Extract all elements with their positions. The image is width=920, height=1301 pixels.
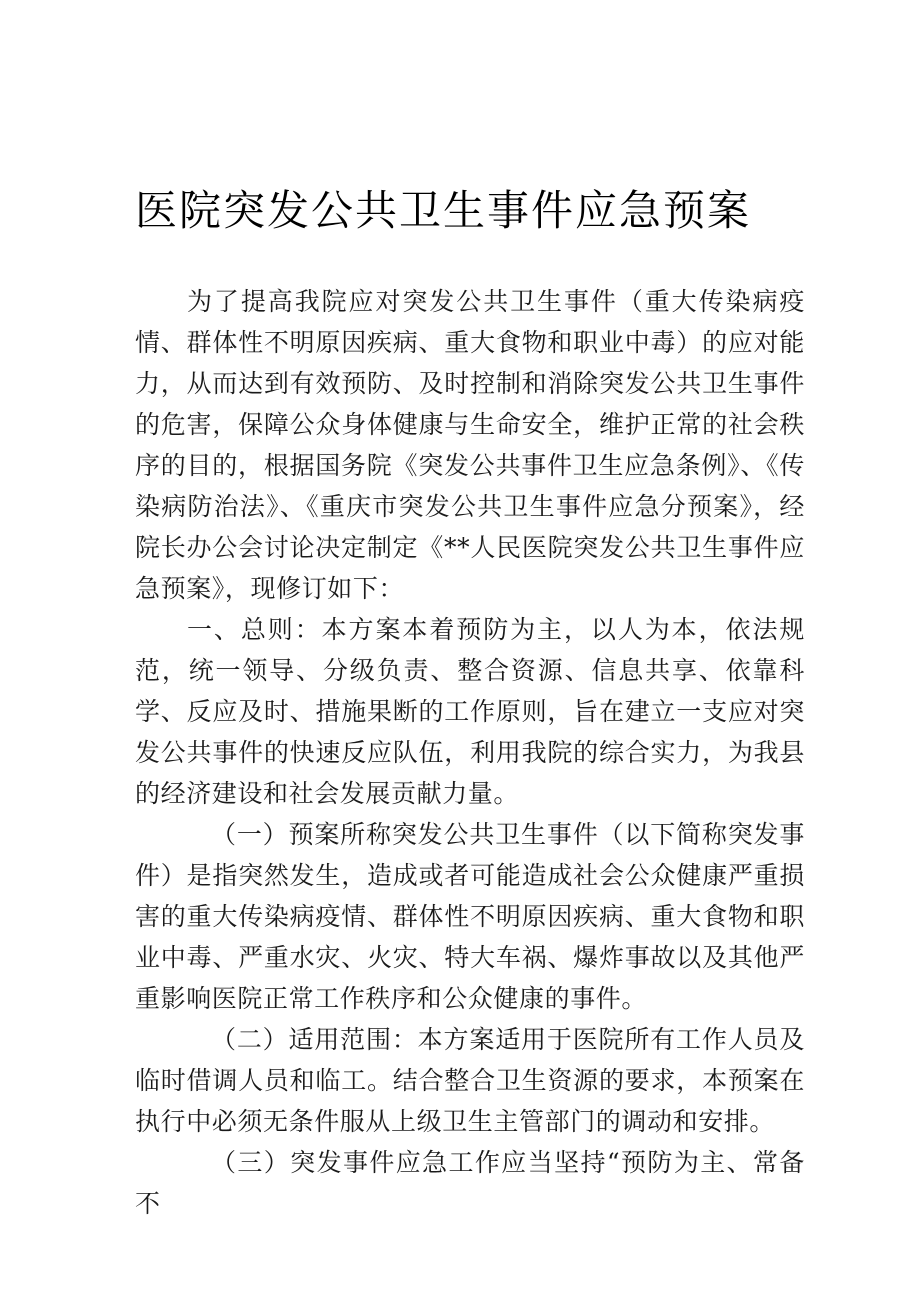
- document-title: 医院突发公共卫生事件应急预案: [135, 186, 752, 235]
- intro-paragraph: 为了提高我院应对突发公共卫生事件（重大传染病疫情、群体性不明原因疾病、重大食物和职业中毒）的应对能力，从而达到有效预防、及时控制和消除突发公共卫生事件的危害，保障公众身体健康与生命安全，维护正常的社会秩序的目的，根据国务院《突发公共事件卫生应急条例》、《传染病防治法》、《重庆市突发公共卫生事件应急分预案》，经院长办公会讨论决定制定《**人民医院突发公共卫生事件应急预案》，现修订如下：: [135, 287, 805, 603]
- document-body: [135, 281, 805, 1224]
- general-principles-paragraph: 一、总则：本方案本着预防为主，以人为本，依法规范，统一领导、分级负责、整合资源、信息共享、依靠科学、反应及时、措施果断的工作原则，旨在建立一支应对突发公共事件的快速反应队伍，利用我院的综合实力，为我县的经济建设和社会发展贡献力量。: [135, 615, 805, 808]
- principles-paragraph: （三）突发事件应急工作应当坚持“预防为主、常备不: [135, 1148, 805, 1218]
- definition-paragraph: （一）预案所称突发公共卫生事件（以下简称突发事件）是指突然发生，造成或者可能造成社会公众健康严重损害的重大传染病疫情、群体性不明原因疾病、重大食物和职业中毒、严重水灾、火灾、特大车祸、爆炸事故以及其他严重影响医院正常工作秩序和公众健康的事件。: [135, 820, 805, 1013]
- scope-paragraph: （二）适用范围：本方案适用于医院所有工作人员及临时借调人员和临工。结合整合卫生资源的要求，本预案在执行中必须无条件服从上级卫生主管部门的调动和安排。: [135, 1025, 805, 1136]
